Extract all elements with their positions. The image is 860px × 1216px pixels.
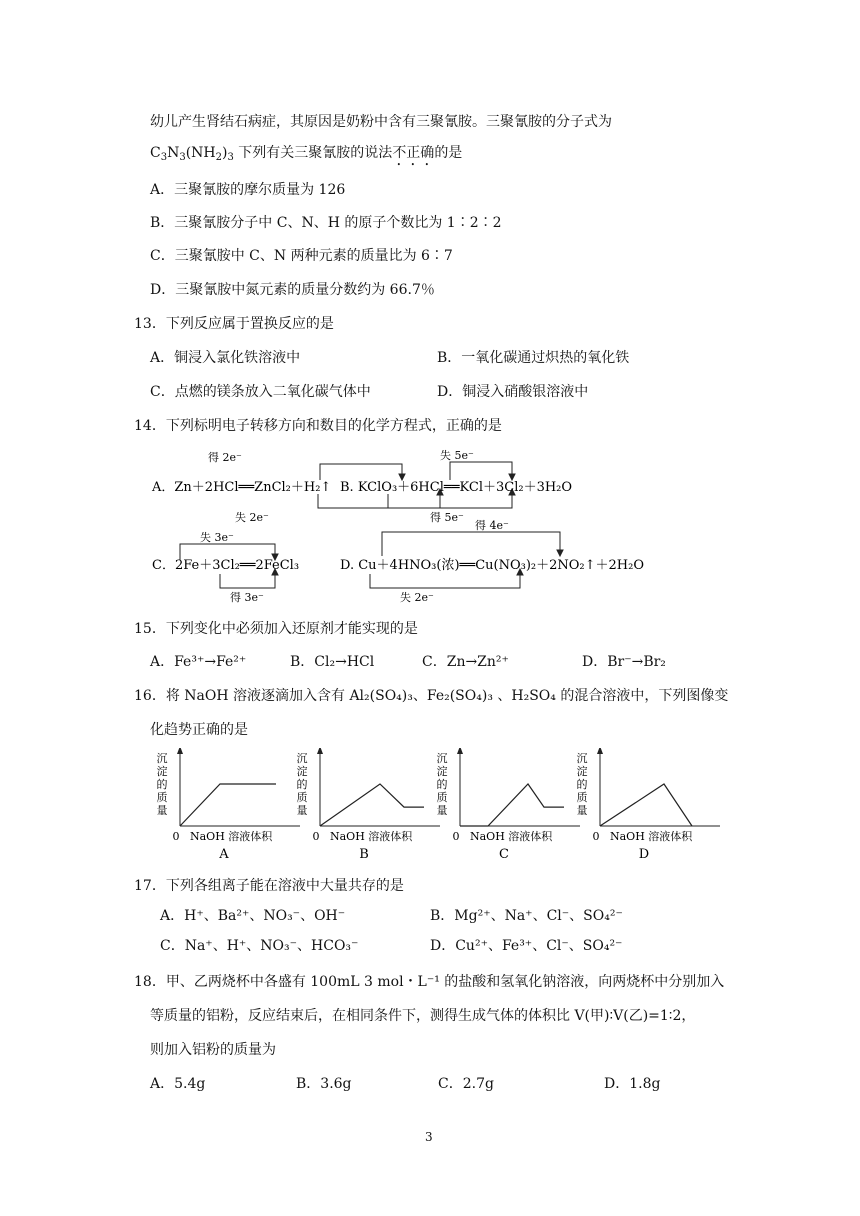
x-axis-label: NaOH 溶液体积 xyxy=(190,830,273,843)
q16-graphs xyxy=(150,748,720,866)
q15-option-a: A．Fe³⁺→Fe²⁺ xyxy=(150,654,247,670)
q17-option-d: D．Cu²⁺、Fe³⁺、Cl⁻、SO₄²⁻ xyxy=(430,938,623,954)
q13-stem: 13．下列反应属于置换反应的是 xyxy=(134,316,334,332)
y-label-char: 质 xyxy=(436,791,448,804)
emphasis-not-correct: 不正确 xyxy=(392,145,435,161)
q12-option-d: D．三聚氰胺中氮元素的质量分数约为 66.7％ xyxy=(150,282,435,298)
q17-option-c: C．Na⁺、H⁺、NO₃⁻、HCO₃⁻ xyxy=(160,938,359,954)
q13-option-d: D．铜浸入硝酸银溶液中 xyxy=(437,384,589,400)
q14c-top-label: 失 3e⁻ xyxy=(200,531,234,544)
y-label-char: 质 xyxy=(576,791,588,804)
x-axis-label: NaOH 溶液体积 xyxy=(330,830,413,843)
q15-option-d: D．Br⁻→Br₂ xyxy=(582,654,666,670)
q15-option-c: C．Zn→Zn²⁺ xyxy=(422,654,509,670)
q14d-top-arrow xyxy=(382,532,560,556)
graph-label-D: D xyxy=(638,847,650,862)
y-axis-arrow-icon xyxy=(317,748,323,754)
q14d-top-label: 得 4e⁻ xyxy=(475,519,509,532)
y-axis-arrow-icon xyxy=(457,748,463,754)
y-label-char: 淀 xyxy=(576,765,588,778)
q14-stem: 14．下列标明电子转移方向和数目的化学方程式，正确的是 xyxy=(134,418,502,434)
y-label-char: 量 xyxy=(436,804,448,817)
series-line-A xyxy=(180,784,276,826)
q18-option-d: D．1.8g xyxy=(604,1076,661,1092)
y-label-char: 的 xyxy=(156,778,168,791)
series-line-B xyxy=(320,784,424,826)
y-label-char: 沉 xyxy=(156,752,168,765)
q14d-equation: D. Cu＋4HNO₃(浓)══Cu(NO₃)₂＋2NO₂↑＋2H₂O xyxy=(340,558,644,573)
graph-label-C: C xyxy=(499,847,509,862)
origin-label: 0 xyxy=(592,830,600,843)
graph-label-A: A xyxy=(219,847,229,862)
origin-label: 0 xyxy=(312,830,320,843)
q18-line2: 等质量的铝粉，反应结束后，在相同条件下，测得生成气体的体积比 V(甲)∶V(乙)=1∶2， xyxy=(150,1008,696,1024)
q12-option-a: A．三聚氰胺的摩尔质量为 126 xyxy=(150,182,346,198)
q13-option-c: C．点燃的镁条放入二氧化碳气体中 xyxy=(150,384,371,400)
q14b-top-arrow xyxy=(450,462,512,480)
q15-option-b: B．Cl₂→HCl xyxy=(290,654,375,670)
q14b-top-label: 失 5e⁻ xyxy=(440,449,474,462)
q14a-top-arrow xyxy=(320,464,402,480)
y-label-char: 量 xyxy=(156,804,168,817)
q14a-top-label: 得 2e⁻ xyxy=(208,451,242,464)
q18-line1: 18．甲、乙两烧杯中各盛有 100mL 3 mol・L⁻¹ 的盐酸和氢氧化钠溶液，向两烧杯中分别加入 xyxy=(134,974,725,990)
q18-option-c: C．2.7g xyxy=(438,1076,494,1092)
q14d-bottom-arrow xyxy=(370,572,520,588)
y-label-char: 淀 xyxy=(296,765,308,778)
q18-option-a: A．5.4g xyxy=(150,1076,206,1092)
y-label-char: 量 xyxy=(576,804,588,817)
q14a-equation: A．Zn＋2HCl══ZnCl₂＋H₂↑ xyxy=(152,480,332,495)
q12-stem-line2: $C_3N_3(NH_2)_3$ 下列有关三聚氰胺的说法不正确的是 xyxy=(150,145,463,163)
q18-option-b: B．3.6g xyxy=(296,1076,352,1092)
q14b-equation: B. KClO₃＋6HCl══KCl＋3Cl₂＋3H₂O xyxy=(340,480,573,495)
page-number: 3 xyxy=(425,1130,433,1144)
y-label-char: 的 xyxy=(436,778,448,791)
q16-stem-line2: 化趋势正确的是 xyxy=(150,722,248,738)
y-label-char: 淀 xyxy=(156,765,168,778)
y-label-char: 质 xyxy=(296,791,308,804)
q16-stem-line1: 16．将 NaOH 溶液逐滴加入含有 Al₂(SO₄)₃、Fe₂(SO₄)₃ 、H₂SO₄ 的混合溶液中，下列图像变 xyxy=(134,688,729,704)
origin-label: 0 xyxy=(172,830,180,843)
y-axis-arrow-icon xyxy=(177,748,183,754)
q17-option-b: B．Mg²⁺、Na⁺、Cl⁻、SO₄²⁻ xyxy=(430,908,623,924)
q14a-bottom-label: 失 2e⁻ xyxy=(235,511,269,524)
q14-equations-figure xyxy=(140,448,660,606)
graph-label-B: B xyxy=(359,847,369,862)
q17-option-a: A．H⁺、Ba²⁺、NO₃⁻、OH⁻ xyxy=(160,908,346,924)
x-axis-label: NaOH 溶液体积 xyxy=(610,830,693,843)
series-line-C xyxy=(460,784,564,826)
y-label-char: 沉 xyxy=(296,752,308,765)
y-label-char: 沉 xyxy=(576,752,588,765)
q12-option-c: C．三聚氰胺中 C、N 两种元素的质量比为 6∶7 xyxy=(150,248,453,264)
y-label-char: 质 xyxy=(156,791,168,804)
q13-option-a: A．铜浸入氯化铁溶液中 xyxy=(150,350,301,366)
q14b-bottom-label: 得 5e⁻ xyxy=(430,511,464,524)
y-label-char: 淀 xyxy=(436,765,448,778)
q14d-bottom-label: 失 2e⁻ xyxy=(400,591,434,604)
q14c-bottom-arrow xyxy=(220,572,275,588)
q18-line3: 则加入铝粉的质量为 xyxy=(150,1042,276,1058)
y-label-char: 沉 xyxy=(436,752,448,765)
q12-option-b: B．三聚氰胺分子中 C、N、H 的原子个数比为 1∶2∶2 xyxy=(150,215,502,231)
q13-option-b: B．一氧化碳通过炽热的氧化铁 xyxy=(437,350,630,366)
y-label-char: 的 xyxy=(576,778,588,791)
q14c-equation: C．2Fe＋3Cl₂══2FeCl₃ xyxy=(152,558,300,573)
x-axis-label: NaOH 溶液体积 xyxy=(470,830,553,843)
origin-label: 0 xyxy=(452,830,460,843)
q15-stem: 15．下列变化中必须加入还原剂才能实现的是 xyxy=(134,621,418,637)
q12-stem-line1: 幼儿产生肾结石病症，其原因是奶粉中含有三聚氰胺。三聚氰胺的分子式为 xyxy=(150,114,612,130)
q14c-bottom-label: 得 3e⁻ xyxy=(230,591,264,604)
y-axis-arrow-icon xyxy=(597,748,603,754)
y-label-char: 的 xyxy=(296,778,308,791)
y-label-char: 量 xyxy=(296,804,308,817)
arrow-head-icon xyxy=(557,550,563,556)
series-line-D xyxy=(600,784,692,826)
q17-stem: 17．下列各组离子能在溶液中大量共存的是 xyxy=(134,878,404,894)
